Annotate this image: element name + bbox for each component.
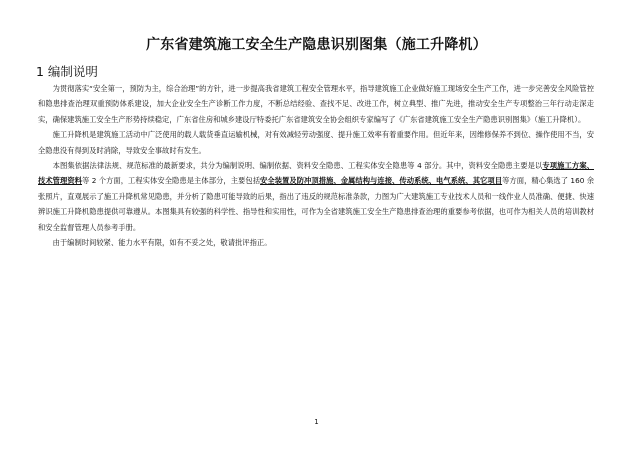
underlined-entity-items: 安全装置及防冲顶措施、金属结构与连接、传动系统、电气系统、其它项目 — [260, 176, 503, 186]
section-body — [38, 81, 594, 250]
paragraph-contents-part3: 等方面，精心集选了 160 余张照片，直观展示了施工升降机常见隐患，并分析了隐患可能导致的后果，指出了违反的规范标准条款，力图为广大建筑施工专业技术人员和一线作业人员准确、便捷、快速辨识施工升降机隐患提供可靠遵从。本图集具有较强的科学性、指导性和实用性，可作为全省建筑施工安全生产隐患排查治理的重要参考依据，也可作为相关人员的培训教材和安全监督管理人员参考手册。 — [38, 176, 595, 232]
paragraph-closing: 由于编制时间较紧、能力水平有限，如有不妥之处，敬请批评指正。 — [52, 238, 272, 248]
section-heading: 1 编制说明 — [36, 64, 98, 79]
document-title: 广东省建筑施工安全生产隐患识别图集（施工升降机） — [146, 37, 487, 53]
paragraph-contents-part2: 等 2 个方面，工程实体安全隐患是主体部分，主要包括 — [82, 176, 261, 186]
paragraph-contents — [38, 158, 594, 235]
paragraph-background: 施工升降机是建筑施工活动中广泛使用的载人载货垂直运输机械，对有效减轻劳动强度、提升施工效率有着重要作用。但近年来，因维修保养不到位、操作使用不当，安全隐患没有得到及时消除，导致安全事故时有发生。 — [38, 130, 594, 155]
paragraph-purpose: 为贯彻落实“安全第一，预防为主，综合治理”的方针，进一步提高我省建筑工程安全管理水平，指导建筑施工企业做好施工现场安全生产工作，进一步完善安全风险管控和隐患排查治理双重预防体系建设，加大企业安全生产诊断工作力度，不断总结经验、查找不足、改进工作，树立典型、推广先进，推动安全生产专项整治三年行动走深走实，确保建筑施工安全生产形势持续稳定，广东省住房和城乡建设厅特委托广东省建筑安全协会组织专家编写了《广东省建筑施工安全生产隐患识别图集》（施工升降机）。 — [38, 84, 594, 124]
underlined-document-items: 专项施工方案、技术管理资料 — [38, 161, 595, 186]
page-number: 1 — [314, 418, 319, 426]
paragraph-contents-part1: 本图集依据法律法规、规范标准的最新要求，共分为编制说明、编制依据、资料安全隐患、工程实体安全隐患等 4 部分。其中，资料安全隐患主要是以 — [52, 161, 543, 171]
